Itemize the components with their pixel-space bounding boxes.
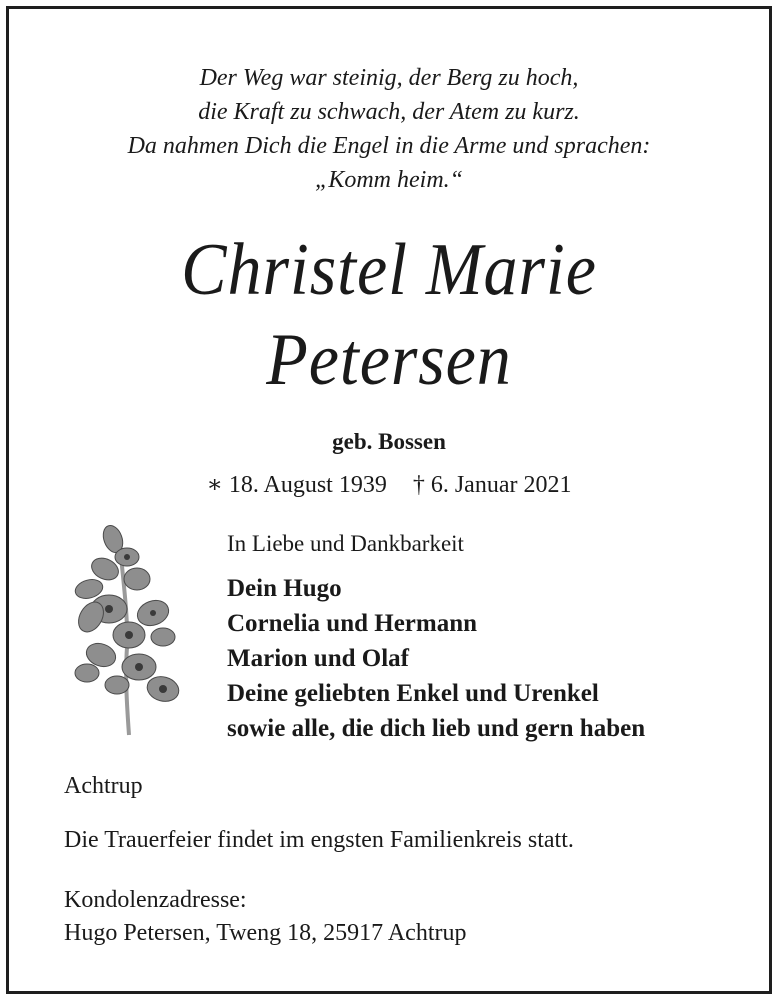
family-member: sowie alle, die dich lieb und gern haben [227,715,646,742]
ceremony-note: Die Trauerfeier findet im engsten Familienkreis statt. [64,827,574,853]
verse-line: „Komm heim.“ [314,167,464,193]
address-label: Kondolenzadresse: [64,887,247,913]
family-intro: In Liebe und Dankbarkeit [227,531,464,556]
verse-line: Der Weg war steinig, der Berg zu hoch, [199,65,579,91]
name-line-1: Christel Marie [181,229,597,311]
condolence-address [64,884,467,950]
family-block [227,529,645,746]
name-line-2: Petersen [266,319,512,401]
obituary-frame [6,6,772,994]
birth-date: ∗ 18. August 1939 [206,472,387,498]
family-member: Dein Hugo [227,575,342,602]
family-member: Marion und Olaf [227,645,409,672]
address-value: Hugo Petersen, Tweng 18, 25917 Achtrup [64,920,467,946]
death-date: † 6. Januar 2021 [412,472,572,498]
family-member: Cornelia und Hermann [227,610,478,637]
family-member: Deine geliebten Enkel und Urenkel [227,680,599,707]
place: Achtrup [64,773,143,799]
deceased-name [39,225,738,405]
life-dates [9,470,769,499]
family-members [227,571,645,746]
verse-line: Da nahmen Dich die Engel in die Arme und sprachen: [127,133,651,159]
verse [9,61,769,197]
maiden-name: geb. Bossen [332,429,446,454]
orchid-icon [67,517,187,739]
verse-line: die Kraft zu schwach, der Atem zu kurz. [198,99,580,125]
